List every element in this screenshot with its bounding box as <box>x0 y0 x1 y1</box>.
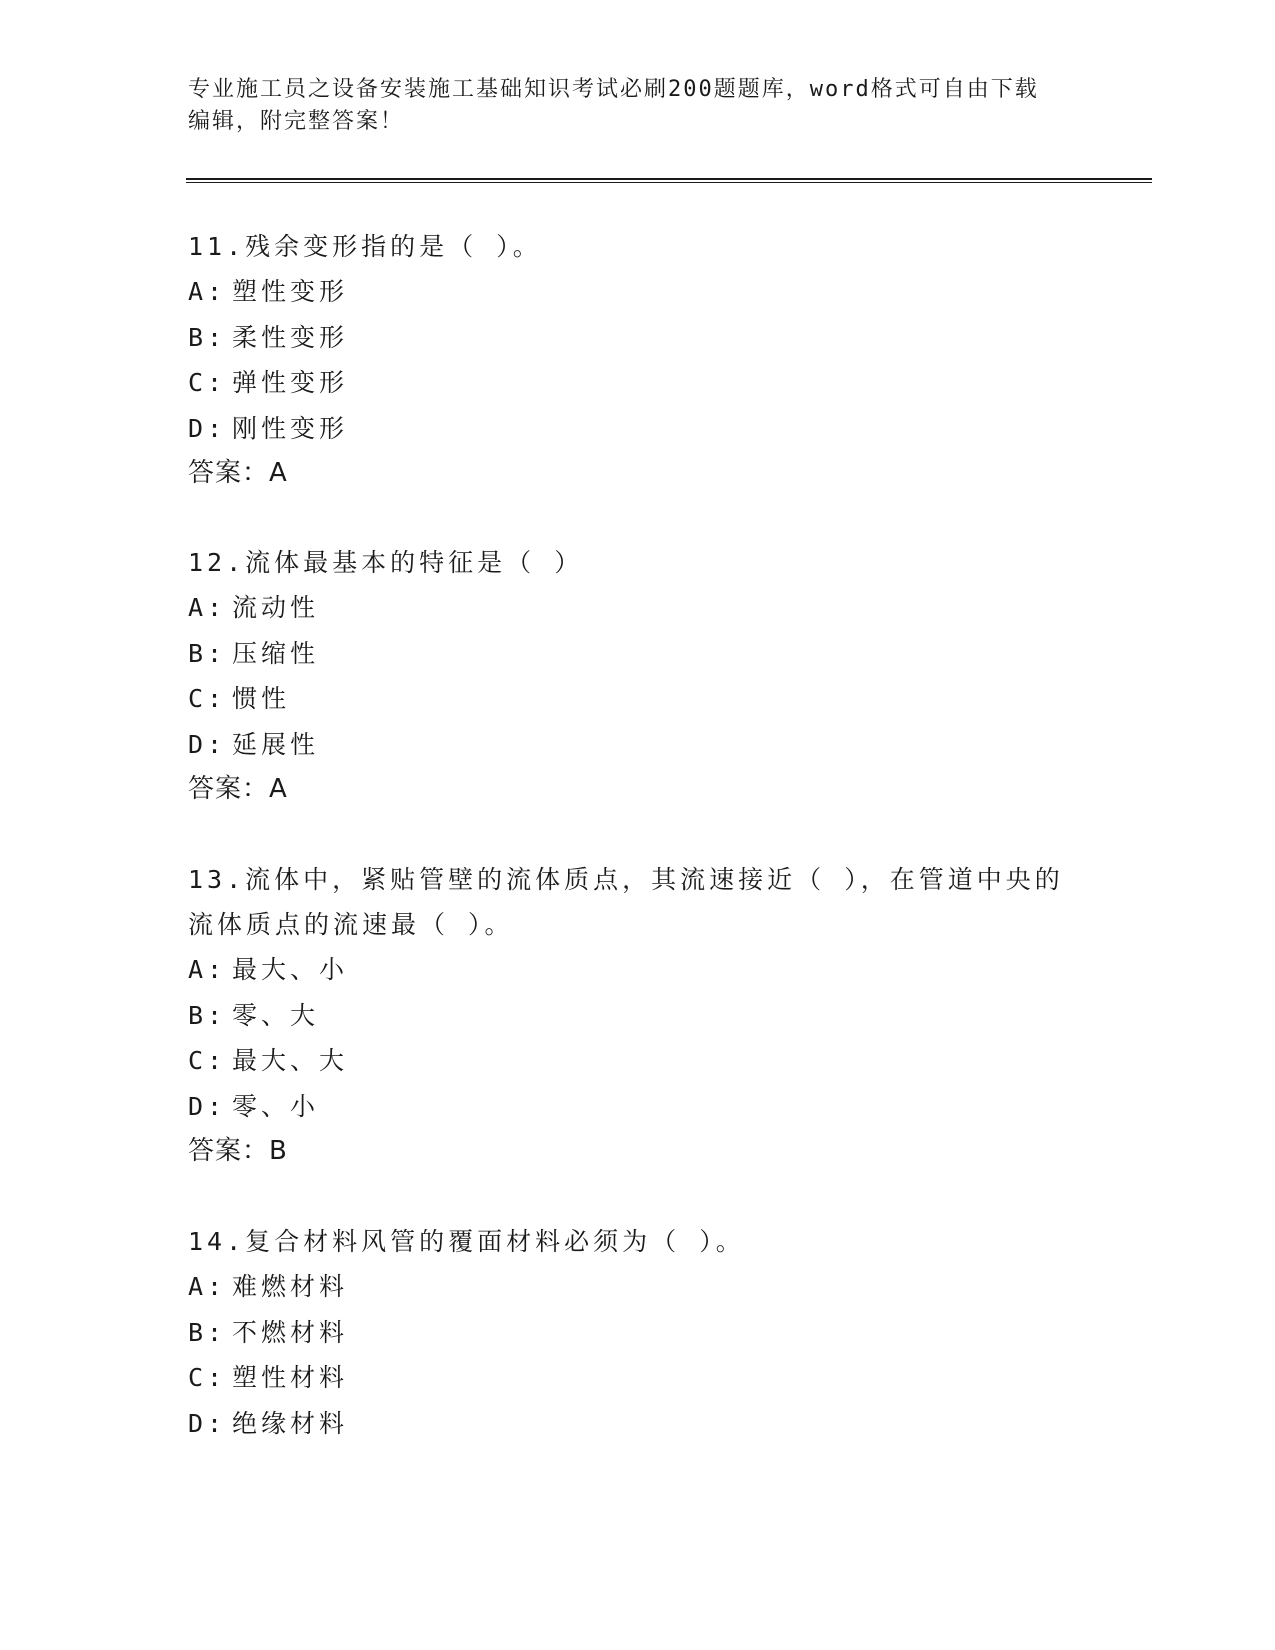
header-divider-thin <box>186 182 1152 183</box>
option-b <box>188 631 1068 677</box>
document-header <box>188 74 1068 138</box>
option-text: 最大、大 <box>232 1046 349 1075</box>
option-text: 塑性材料 <box>232 1363 349 1392</box>
option-key: B: <box>188 638 227 668</box>
option-c <box>188 676 1068 722</box>
option-text: 不燃材料 <box>232 1317 349 1347</box>
question-stem: 11.残余变形指的是（ ）。 <box>188 232 542 261</box>
option-key: A: <box>188 1272 227 1301</box>
question-stem-line-2: 流体质点的流速最（ ）。 <box>188 910 514 939</box>
option-b <box>188 993 1068 1039</box>
question-13 <box>188 857 1068 1174</box>
option-c <box>188 360 1068 406</box>
option-text: 弹性变形 <box>232 368 349 397</box>
option-text: 零、大 <box>232 1000 320 1030</box>
option-key: B: <box>188 1317 227 1347</box>
option-key: A: <box>188 277 227 306</box>
option-text: 最大、小 <box>232 955 349 984</box>
option-key: A: <box>188 955 227 984</box>
answer-label: 答案：A <box>188 458 288 488</box>
question-14 <box>188 1219 1068 1446</box>
option-text: 流动性 <box>232 593 320 622</box>
option-text: 刚性变形 <box>232 413 349 443</box>
header-title-line-1: 专业施工员之设备安装施工基础知识考试必刷200题题库，word格式可自由下载 <box>188 77 1039 102</box>
option-a <box>188 269 1068 315</box>
option-d <box>188 406 1068 452</box>
header-divider <box>186 178 1152 180</box>
header-title-line-2: 编辑，附完整答案！ <box>188 109 405 134</box>
option-text: 零、小 <box>232 1091 320 1121</box>
option-d <box>188 722 1068 768</box>
option-a <box>188 947 1068 993</box>
option-c <box>188 1038 1068 1084</box>
option-b <box>188 315 1068 361</box>
answer-label: 答案：B <box>188 1136 288 1166</box>
option-key: D: <box>188 413 227 443</box>
option-text: 压缩性 <box>232 638 320 668</box>
option-b <box>188 1310 1068 1356</box>
option-text: 惯性 <box>232 684 291 713</box>
option-a <box>188 585 1068 631</box>
option-d <box>188 1084 1068 1130</box>
option-text: 绝缘材料 <box>232 1408 349 1438</box>
option-key: D: <box>188 729 227 759</box>
option-key: D: <box>188 1091 227 1121</box>
option-key: D: <box>188 1408 227 1438</box>
option-d <box>188 1401 1068 1447</box>
option-key: C: <box>188 684 227 713</box>
option-a <box>188 1264 1068 1310</box>
option-c <box>188 1355 1068 1401</box>
option-text: 柔性变形 <box>232 322 349 352</box>
question-12 <box>188 540 1068 812</box>
question-11 <box>188 224 1068 496</box>
answer-label: 答案：A <box>188 774 288 804</box>
option-key: A: <box>188 593 227 622</box>
option-key: C: <box>188 1046 227 1075</box>
option-key: C: <box>188 1363 227 1392</box>
option-text: 难燃材料 <box>232 1272 349 1301</box>
question-stem: 12.流体最基本的特征是（ ） <box>188 548 584 577</box>
option-key: B: <box>188 322 227 352</box>
option-text: 延展性 <box>232 729 320 759</box>
question-stem: 14.复合材料风管的覆面材料必须为（ ）。 <box>188 1227 745 1256</box>
option-key: C: <box>188 368 227 397</box>
option-text: 塑性变形 <box>232 277 349 306</box>
question-stem-line-1: 13.流体中，紧贴管壁的流体质点，其流速接近（ ），在管道中央的 <box>188 865 1064 894</box>
option-key: B: <box>188 1000 227 1030</box>
